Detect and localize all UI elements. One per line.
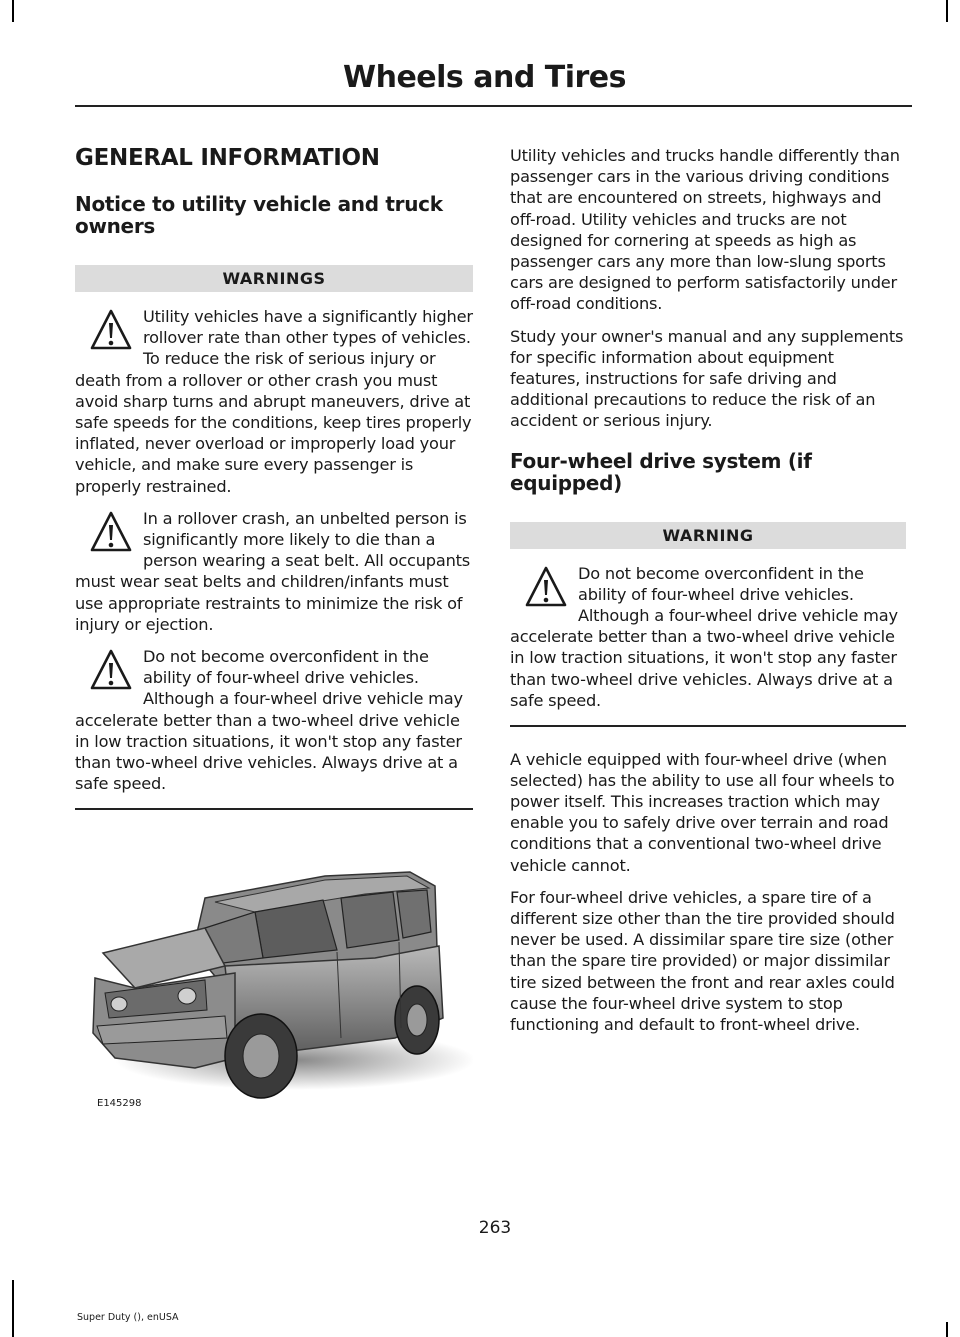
warning-icon <box>524 565 568 609</box>
warning-icon <box>89 510 133 554</box>
subsection-title-4wd: Four-wheel drive system (if equipped) <box>510 448 812 495</box>
suv-drawing <box>75 828 473 1113</box>
warning-heading: WARNING <box>510 522 906 549</box>
suv-illustration <box>75 828 473 1113</box>
header-rule <box>75 105 912 107</box>
body-paragraph-handling: Utility vehicles and trucks handle differently than passenger cars in the various driving conditions that are encountered on streets, highways and off-road. Utility vehicles and trucks are not designed for cornering at speeds as high as passenger cars any more than low-slung sports cars are designed to perform satisfactorily under off-road conditions. <box>510 146 900 314</box>
crop-mark-top-right <box>946 0 948 22</box>
page-header-title: Wheels and Tires <box>343 60 626 95</box>
warning-rollover-rate <box>75 306 473 497</box>
warning-end-rule <box>510 725 906 727</box>
warning-overconfident-4wd <box>510 563 906 711</box>
warning-overconfident-4wd <box>75 646 473 794</box>
warning-text: Do not become overconfident in the ability of four-wheel drive vehicles. Although a four-wheel drive vehicle may accelerate better than a two-wheel drive vehicle in low traction situations, it won't stop any faster than two-wheel drive vehicles. Always drive at a safe speed. <box>510 563 898 710</box>
body-paragraph-4wd-traction: A vehicle equipped with four-wheel drive (when selected) has the ability to use all four wheels to power itself. This increases traction which may enable you to safely drive over terrain and road conditions that a conventional two-wheel drive vehicle cannot. <box>510 749 895 875</box>
section-title: GENERAL INFORMATION <box>75 145 380 171</box>
subsection-title-utility-vehicles: Notice to utility vehicle and truck owners <box>75 192 443 238</box>
warning-text: In a rollover crash, an unbelted person is significantly more likely to die than a person wearing a seat belt. All occupants must wear seat belts and children/infants must use appropriate restraints to minimize the risk of injury or ejection. <box>75 508 471 634</box>
body-paragraph-manual: Study your owner's manual and any supplements for specific information about equipment features, instructions for safe driving and additional precautions to reduce the risk of an accident or serious injury. <box>510 326 904 431</box>
left-column <box>75 145 473 1113</box>
warning-icon <box>89 308 133 352</box>
right-column <box>510 145 906 1046</box>
warnings-heading: WARNINGS <box>75 265 473 292</box>
page-number: 263 <box>478 1218 512 1238</box>
warning-text: Do not become overconfident in the ability of four-wheel drive vehicles. Although a four-wheel drive vehicle may accelerate better than a two-wheel drive vehicle in low traction situations, it won't stop any faster than two-wheel drive vehicles. Always drive at a safe speed. <box>75 647 463 794</box>
footer-edition: Super Duty (), enUSA <box>77 1312 179 1323</box>
warnings-end-rule <box>75 808 473 810</box>
crop-mark-right-edge <box>946 1322 948 1337</box>
crop-mark-left-edge <box>12 1280 14 1337</box>
body-paragraph-spare-tire: For four-wheel drive vehicles, a spare tire of a different size other than the tire provided should never be used. A dissimilar spare tire size (other than the spare tire provided) or major dissimilar tire sized between the front and rear axles could cause the four-wheel drive system to stop functioning and default to front-wheel drive. <box>510 887 895 1034</box>
figure-id-label: E145298 <box>97 1097 142 1109</box>
crop-mark-top-left <box>12 0 14 22</box>
warning-text: Utility vehicles have a significantly higher rollover rate than other types of vehicles. To reduce the risk of serious injury or death from a rollover or other crash you must avoid sharp turns and abrupt maneuvers, drive at safe speeds for the conditions, keep tires properly inflated, never overload or improperly load your vehicle, and make sure every passenger is properly restrained. <box>75 307 473 496</box>
warning-icon <box>89 648 133 692</box>
warning-seat-belt <box>75 508 473 635</box>
